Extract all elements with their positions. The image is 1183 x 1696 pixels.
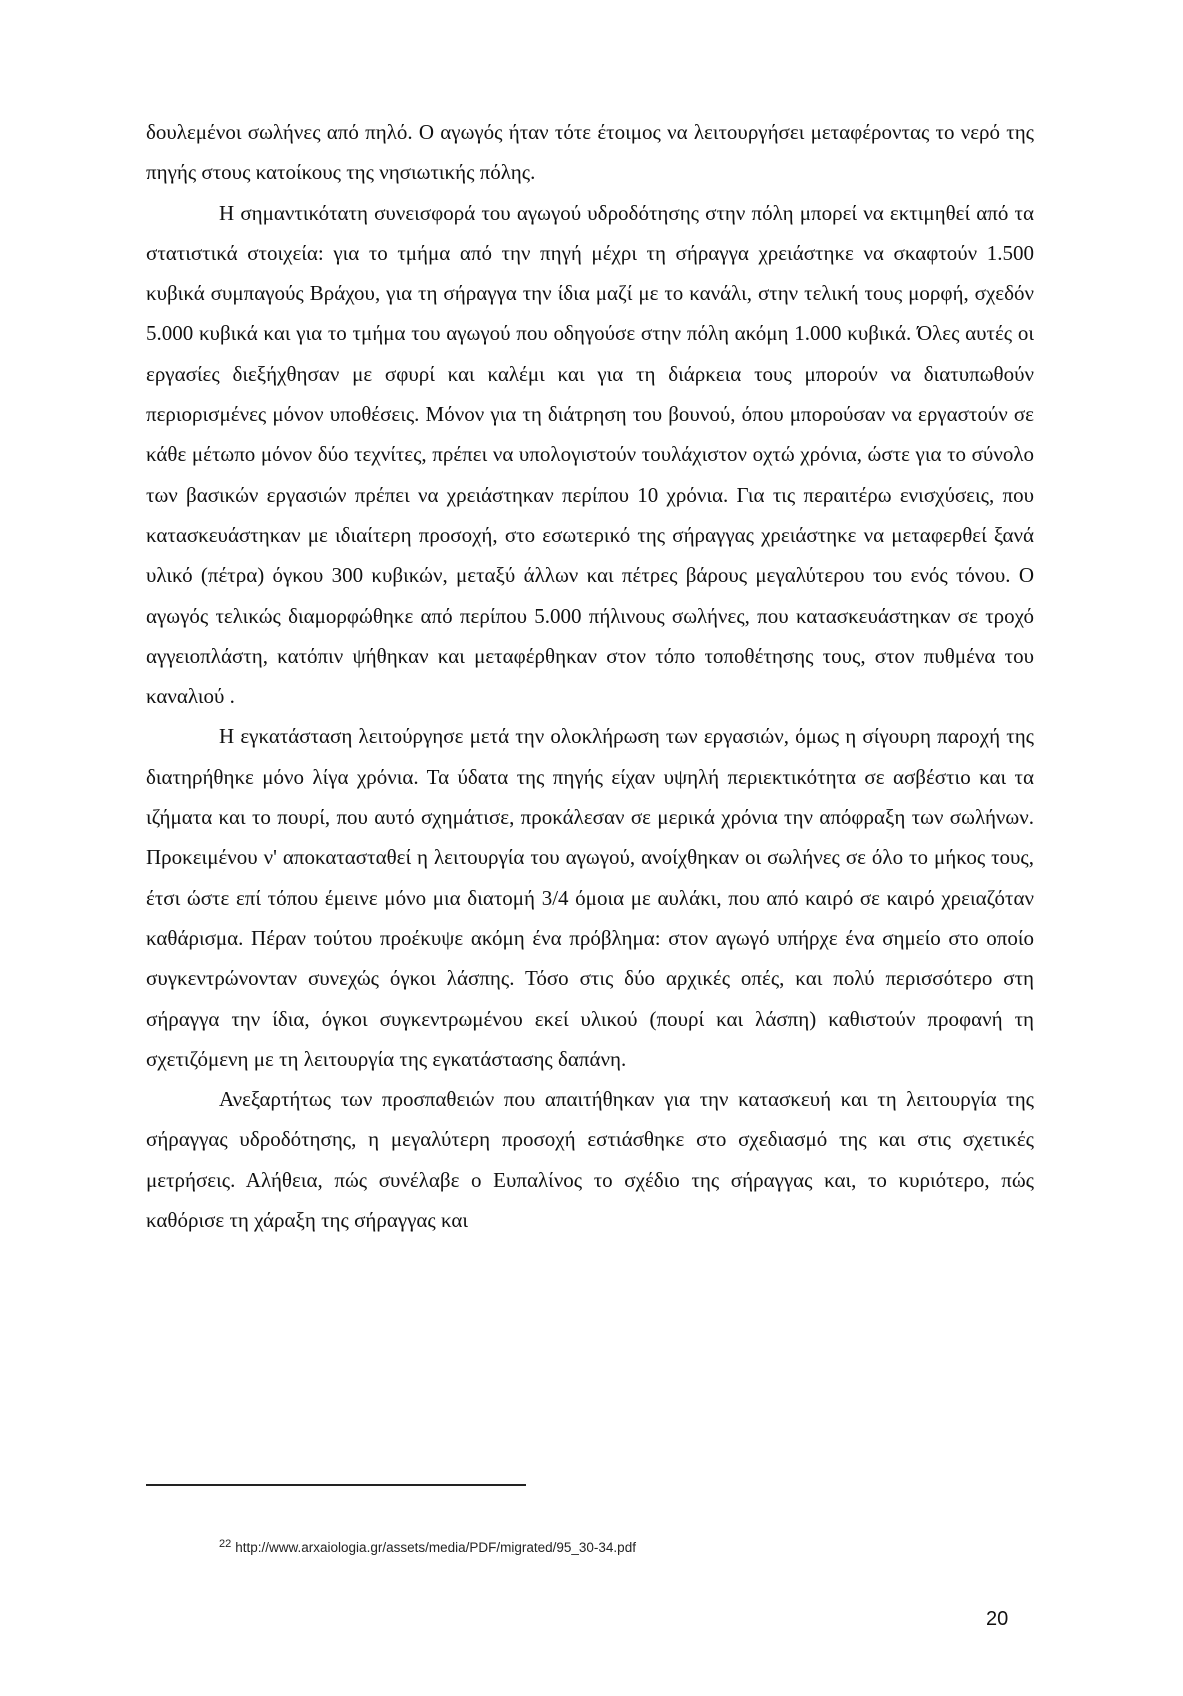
footnote-separator (146, 1484, 526, 1486)
page-number: 20 (986, 1608, 1009, 1630)
footnote (219, 1538, 636, 1555)
paragraph: δουλεμένοι σωλήνες από πηλό. Ο αγωγός ήταν τότε έτοιμος να λειτουργήσει μεταφέροντας το νερό της πηγής στους κατοίκους της νησιωτικής πόλης. (146, 120, 1034, 185)
footnote-link[interactable]: http://www.arxaiologia.gr/assets/media/PDF/migrated/95_30-34.pdf (235, 1540, 636, 1555)
paragraph: Η εγκατάσταση λειτούργησε μετά την ολοκλήρωση των εργασιών, όμως η σίγουρη παροχή της διατηρήθηκε μόνο λίγα χρόνια. Τα ύδατα της πηγής είχαν υψηλή περιεκτικότητα σε ασβέστιο και τα ιζήματα και το πουρί, που αυτό σχημάτισε, προκάλεσαν σε μερικά χρόνια την απόφραξη των σωλήνων. Προκειμένου ν' αποκατασταθεί η λειτουργία του αγωγού, ανοίχθηκαν οι σωλήνες σε όλο το μήκος τους, έτσι ώστε επί τόπου έμεινε μόνο μια διατομή 3/4 όμοια με αυλάκι, που από καιρό σε καιρό χρειαζόταν καθάρισμα. Πέραν τούτου προέκυψε ακόμη ένα πρόβλημα: στον αγωγό υπήρχε ένα σημείο στο οποίο συγκεντρώνονταν συνεχώς όγκοι λάσπης. Τόσο στις δύο αρχικές οπές, και πολύ περισσότερο στη σήραγγα την ίδια, όγκοι συγκεντρωμένου εκεί υλικού (πουρί και λάσπη) καθιστούν προφανή τη σχετιζόμενη με τη λειτουργία της εγκατάστασης δαπάνη. (146, 724, 1034, 1071)
paragraph: Η σημαντικότατη συνεισφορά του αγωγού υδροδότησης στην πόλη μπορεί να εκτιμηθεί από τα στατιστικά στοιχεία: για το τμήμα από την πηγή μέχρι τη σήραγγα χρειάστηκε να σκαφτούν 1.500 κυβικά συμπαγούς Βράχου, για τη σήραγγα την ίδια μαζί με το κανάλι, στην τελική τους μορφή, σχεδόν 5.000 κυβικά και για το τμήμα του αγωγού που οδηγούσε στην πόλη ακόμη 1.000 κυβικά. Όλες αυτές οι εργασίες διεξήχθησαν με σφυρί και καλέμι και για τη διάρκεια τους μπορούν να διατυπωθούν περιορισμένες μόνον υποθέσεις. Μόνον για τη διάτρηση του βουνού, όπου μπορούσαν να εργαστούν σε κάθε μέτωπο μόνον δύο τεχνίτες, πρέπει να υπολογιστούν τουλάχιστον οχτώ χρόνια, ώστε για το σύνολο των βασικών εργασιών πρέπει να χρειάστηκαν περίπου 10 χρόνια. Για τις περαιτέρω ενισχύσεις, που κατασκευάστηκαν με ιδιαίτερη προσοχή, στο εσωτερικό της σήραγγας χρειάστηκε να μεταφερθεί ξανά υλικό (πέτρα) όγκου 300 κυβικών, μεταξύ άλλων και πέτρες βάρους μεγαλύτερου του ενός τόνου. Ο αγωγός τελικώς διαμορφώθηκε από περίπου 5.000 πήλινους σωλήνες, που κατασκευάστηκαν σε τροχό αγγειοπλάστη, κατόπιν ψήθηκαν και μεταφέρθηκαν στον τόπο τοποθέτησης τους, στον πυθμένα του καναλιού . (146, 200, 1034, 709)
paragraph: Ανεξαρτήτως των προσπαθειών που απαιτήθηκαν για την κατασκευή και τη λειτουργία της σήραγγας υδροδότησης, η μεγαλύτερη προσοχή εστιάσθηκε στο σχεδιασμό της και στις σχετικές μετρήσεις. Αλήθεια, πώς συνέλαβε ο Ευπαλίνος το σχέδιο της σήραγγας και, το κυριότερο, πώς καθόρισε τη χάραξη της σήραγγας και (146, 1087, 1034, 1233)
page-body (146, 112, 1034, 1240)
footnote-marker: 22 (219, 1538, 232, 1550)
